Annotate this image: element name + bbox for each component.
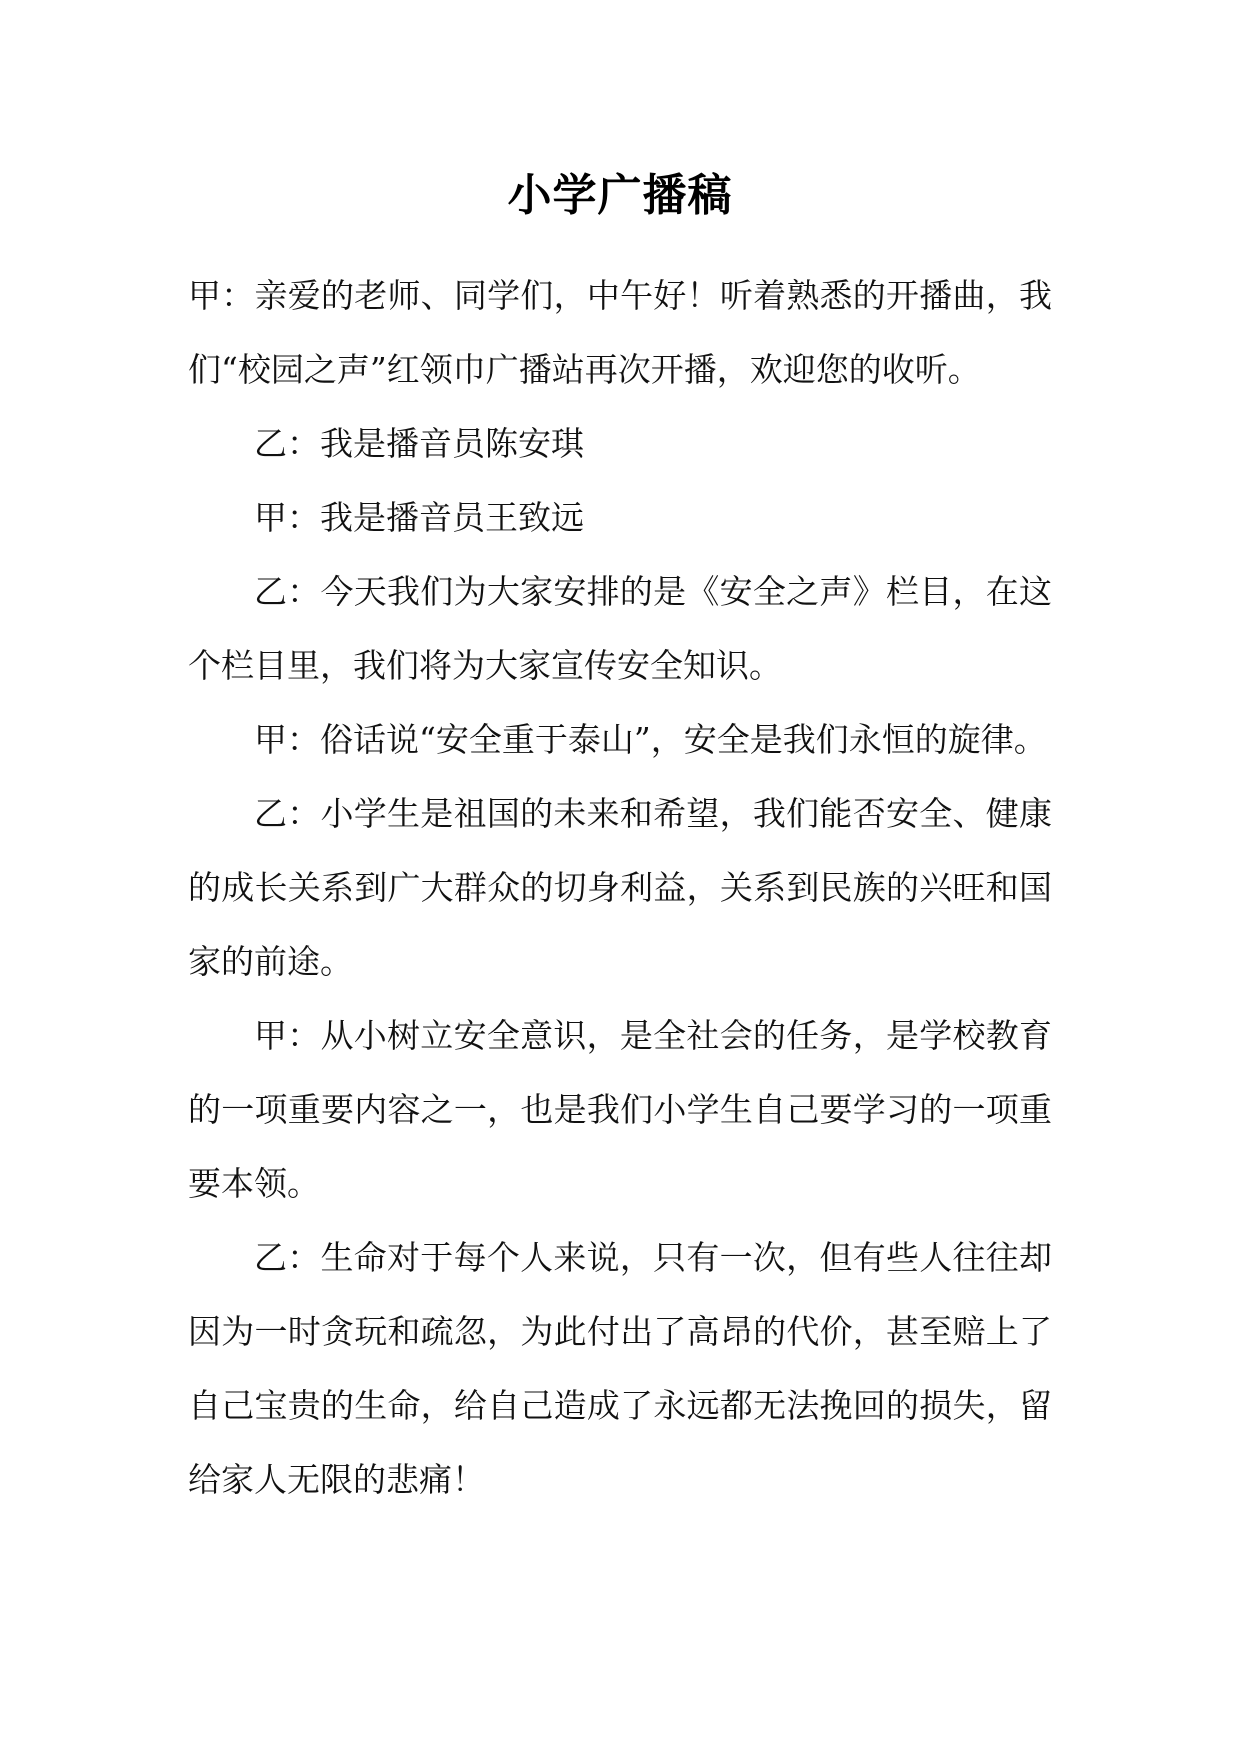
paragraph-life-value: 乙：生命对于每个人来说，只有一次，但有些人往往却因为一时贪玩和疏忽，为此付出了高昂的代价，甚至赔上了自己宝贵的生命，给自己造成了永远都无法挽回的损失，留给家人无限的悲痛！: [188, 1238, 1052, 1499]
paragraph-students-future: 乙：小学生是祖国的未来和希望，我们能否安全、健康的成长关系到广大群众的切身利益，关系到民族的兴旺和国家的前途。: [188, 794, 1052, 981]
document-body: [188, 259, 1052, 1517]
paragraph-safety-awareness: 甲：从小树立安全意识，是全社会的任务，是学校教育的一项重要内容之一，也是我们小学生自己要学习的一项重要本领。: [188, 1016, 1052, 1203]
document-title: 小学广播稿: [507, 170, 733, 221]
paragraph-safety-saying: 甲：俗话说“安全重于泰山”，安全是我们永恒的旋律。: [254, 720, 1047, 759]
paragraph-announcer-yi: 乙：我是播音员陈安琪: [254, 424, 584, 463]
paragraph-program-intro: 乙：今天我们为大家安排的是《安全之声》栏目，在这个栏目里，我们将为大家宣传安全知识。: [188, 572, 1052, 685]
paragraph-opening: 甲：亲爱的老师、同学们，中午好！听着熟悉的开播曲，我们“校园之声”红领巾广播站再次开播，欢迎您的收听。: [188, 276, 1052, 389]
paragraph-announcer-jia: 甲：我是播音员王致远: [254, 498, 584, 537]
